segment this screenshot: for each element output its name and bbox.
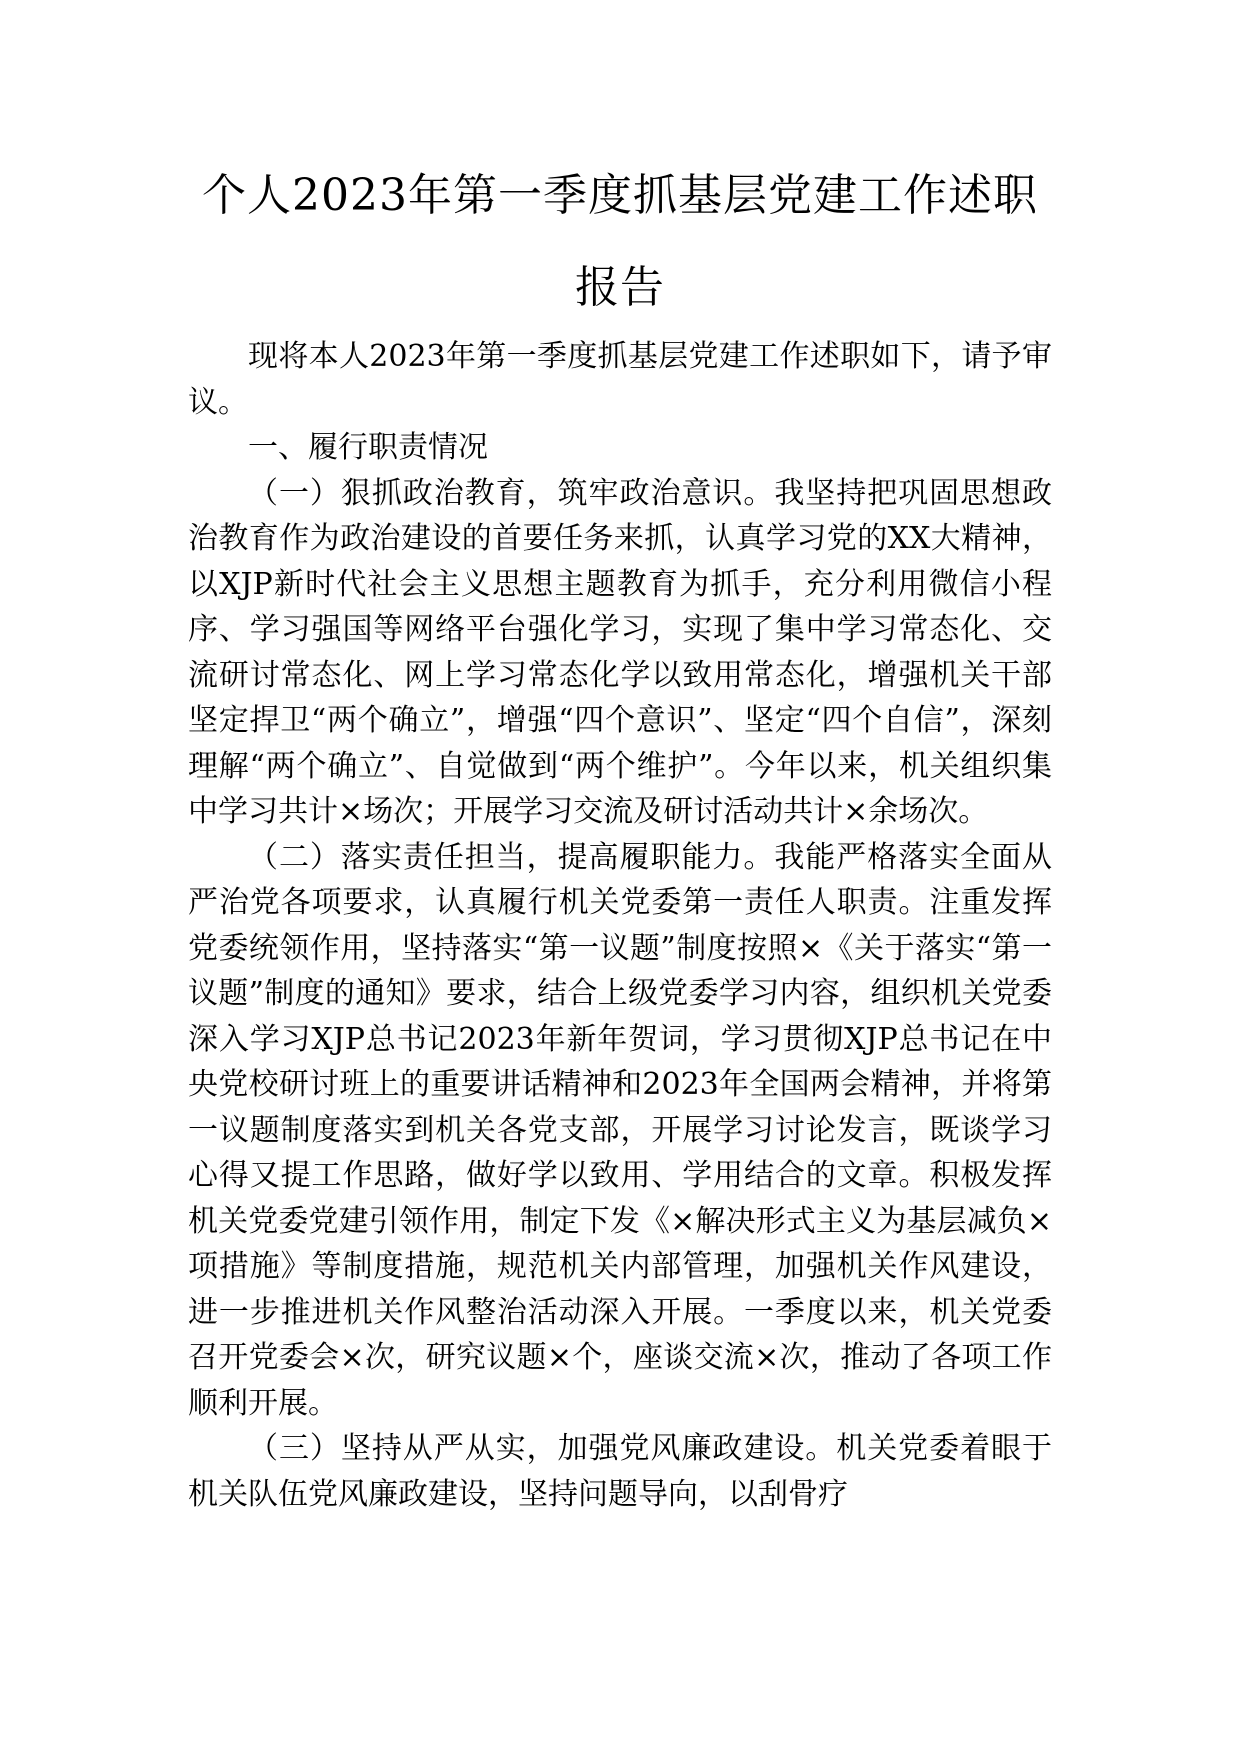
title-line-2: 报告 <box>575 262 665 313</box>
title-line-1: 个人2023年第一季度抓基层党建工作述职 <box>202 170 1038 221</box>
body-paragraph-2: （二）落实责任担当，提高履职能力。我能严格落实全面从严治党各项要求，认真履行机关党委第一责任人职责。注重发挥党委统领作用，坚持落实“第一议题”制度按照×《关于落实“第一议题”制度的通知》要求，结合上级党委学习内容，组织机关党委深入学习XJP总书记2023年新年贺词，学习贯彻XJP总书记在中央党校研讨班上的重要讲话精神和2023年全国两会精神，并将第一议题制度落实到机关各党支部，开展学习讨论发言，既谈学习心得又提工作思路，做好学以致用、学用结合的文章。积极发挥机关党委党建引领作用，制定下发《×解决形式主义为基层减负×项措施》等制度措施，规范机关内部管理，加强机关作风建设，进一步推进机关作风整治活动深入开展。一季度以来，机关党委召开党委会×次，研究议题×个，座谈交流×次，推动了各项工作顺利开展。 <box>188 839 1052 1421</box>
document-title <box>188 150 1052 334</box>
document-page <box>188 150 1052 1517</box>
intro-paragraph: 现将本人2023年第一季度抓基层党建工作述职如下，请予审议。 <box>188 339 1052 420</box>
body-paragraph-1: （一）狠抓政治教育，筑牢政治意识。我坚持把巩固思想政治教育作为政治建设的首要任务来抓，认真学习党的XX大精神，以XJP新时代社会主义思想主题教育为抓手，充分利用微信小程序、学习强国等网络平台强化学习，实现了集中学习常态化、交流研讨常态化、网上学习常态化学以致用常态化，增强机关干部坚定捍卫“两个确立”，增强“四个意识”、坚定“四个自信”，深刻理解“两个确立”、自觉做到“两个维护”。今年以来，机关组织集中学习共计×场次；开展学习交流及研讨活动共计×余场次。 <box>188 475 1052 829</box>
body-paragraph-3: （三）坚持从严从实，加强党风廉政建设。机关党委着眼于机关队伍党风廉政建设，坚持问题导向，以刮骨疗 <box>188 1431 1052 1512</box>
section-heading: 一、履行职责情况 <box>248 430 488 465</box>
